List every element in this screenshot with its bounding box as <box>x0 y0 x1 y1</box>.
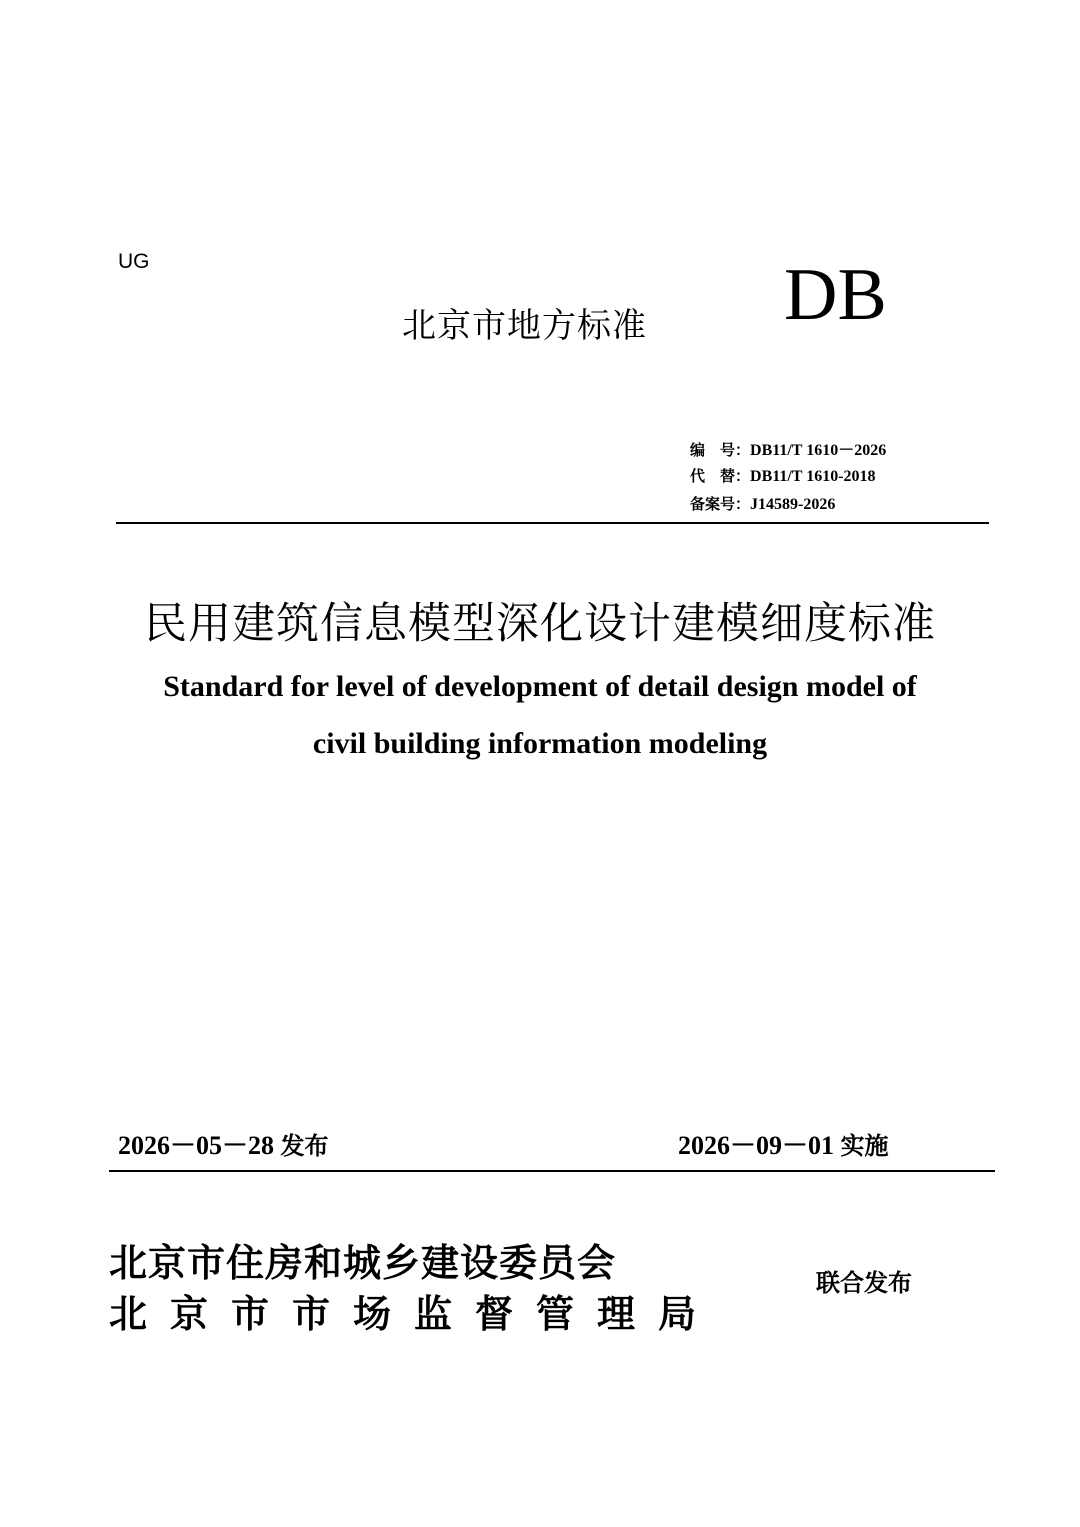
record-label: 备案号： <box>690 495 751 513</box>
local-standard-label: 北京市地方标准 <box>402 306 647 346</box>
bottom-divider <box>109 1170 995 1172</box>
db-mark: DB <box>784 254 887 336</box>
joint-publish-label: 联合发布 <box>816 1269 912 1297</box>
replaces-value: DB11/T 1610-2018 <box>750 468 876 485</box>
standard-number-value: DB11/T 1610－2026 <box>750 442 887 459</box>
standard-number <box>690 437 886 460</box>
publish-date-label: 发布 <box>280 1132 329 1160</box>
record-value: J14589-2026 <box>750 496 836 513</box>
title-chinese: 民用建筑信息模型深化设计建模细度标准 <box>144 599 936 649</box>
issuer-housing-commission: 北京市住房和城乡建设委员会 <box>109 1241 617 1285</box>
issuer-market-regulation: 北京市市场监督管理局 <box>109 1292 720 1336</box>
standard-number-label: 编 号： <box>690 441 751 459</box>
implement-date-label: 实施 <box>840 1132 889 1160</box>
publish-date-value: 2026－05－28 <box>118 1131 275 1160</box>
title-english-line1: Standard for level of development of detail design model of <box>163 670 917 703</box>
publish-date <box>118 1125 329 1162</box>
replaces-number <box>690 465 876 486</box>
record-number <box>690 493 835 514</box>
implement-date-value: 2026－09－01 <box>678 1131 835 1160</box>
top-divider <box>116 522 989 524</box>
replaces-label: 代 替： <box>690 467 751 485</box>
title-english-line2: civil building information modeling <box>312 727 768 760</box>
ug-classification-code: UG <box>118 250 150 273</box>
implement-date <box>678 1125 889 1162</box>
